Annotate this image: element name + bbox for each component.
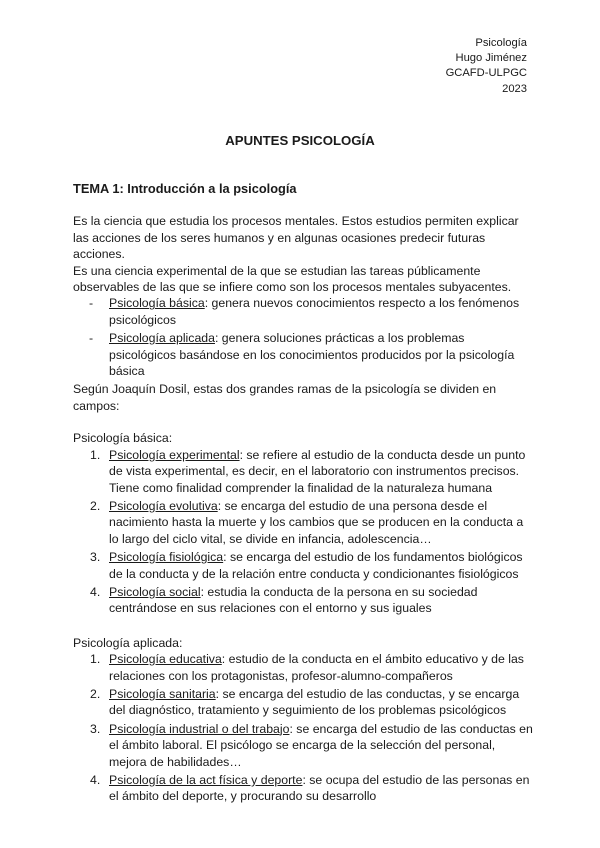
list-item — [73, 549, 533, 582]
list-marker: 4. — [90, 773, 101, 787]
list-item — [73, 584, 533, 617]
intro-paragraph-1: Es la ciencia que estudia los procesos mentales. Estos estudios permiten explicar las acciones de los seres humanos y en algunas ocasiones predecir futuras acciones. — [73, 214, 519, 262]
list-marker: 1. — [90, 447, 101, 462]
list-item — [73, 330, 533, 379]
list-marker: - — [89, 296, 94, 311]
list-text: : genera nuevos conocimientos respecto a los fenómenos psicológicos — [109, 296, 520, 327]
list-text: : se refiere al estudio de la conducta desde un punto de vista experimental, es decir, en el laboratorio con instrumentos precisos. Tiene como finalidad comprender la finalidad de la naturaleza humana — [109, 447, 526, 495]
list-marker: 2. — [90, 498, 101, 513]
list-marker: 1. — [90, 652, 101, 667]
list-term: Psicología social — [109, 584, 201, 599]
list-term: Psicología aplicada — [109, 331, 215, 346]
branches-list — [73, 295, 533, 379]
list-item — [73, 447, 533, 496]
list-item — [73, 295, 533, 328]
spacer — [73, 414, 533, 430]
list-text: : genera soluciones prácticas a los problemas psicológicos basándose en los conocimientos producidos por la psicología básica — [109, 331, 515, 379]
document-body — [73, 181, 533, 807]
list-marker: 4. — [90, 584, 101, 599]
list-text: : estudio de la conducta en el ámbito educativo y de las relaciones con los protagonistas, profesor-alumno-compañeros — [109, 652, 524, 683]
header-author: Hugo Jiménez — [455, 52, 527, 65]
dosil-paragraph: Según Joaquín Dosil, estas dos grandes ramas de la psicología se dividen en campos: — [73, 382, 497, 413]
list-term: Psicología experimental — [109, 447, 240, 462]
basic-list — [73, 447, 533, 617]
list-item — [73, 772, 533, 805]
header-year: 2023 — [502, 82, 527, 95]
basic-heading: Psicología básica: — [73, 431, 173, 446]
list-term: Psicología sanitaria — [109, 686, 216, 701]
document-header — [446, 36, 527, 97]
intro-paragraph-2: Es una ciencia experimental de la que se estudian las tareas públicamente observables de las que se infiere como son los procesos mentales subyacentes. — [73, 263, 512, 295]
applied-list — [73, 651, 533, 805]
topic-heading: TEMA 1: Introducción a la psicología — [73, 181, 297, 196]
list-text: : se encarga del estudio de las conductas en el ámbito laboral. El psicólogo se encarga de la selección del personal, mejora de habilidades… — [109, 721, 533, 769]
applied-heading: Psicología aplicada: — [73, 635, 183, 650]
list-term: Psicología básica — [109, 296, 205, 311]
list-marker: 2. — [90, 686, 101, 701]
list-term: Psicología industrial o del trabajo — [109, 721, 290, 736]
list-item — [73, 651, 533, 684]
document-title: APUNTES PSICOLOGÍA — [225, 133, 375, 148]
list-term: Psicología de la act física y deporte — [109, 773, 303, 787]
header-course: GCAFD-ULPGC — [445, 67, 527, 80]
list-item — [73, 498, 533, 547]
list-term: Psicología evolutiva — [109, 498, 218, 513]
list-term: Psicología educativa — [109, 652, 222, 667]
spacer — [73, 619, 533, 635]
list-term: Psicología fisiológica — [109, 550, 224, 565]
list-marker: 3. — [90, 721, 101, 736]
list-item — [73, 686, 533, 719]
list-marker: - — [89, 331, 94, 346]
list-text: : se encarga del estudio de las conductas, y se encarga del diagnóstico, tratamiento y seguimiento de los problemas psicológicos — [109, 686, 520, 718]
list-text: : estudia la conducta de la persona en su sociedad centrándose en sus relaciones con el entorno y sus iguales — [109, 584, 478, 616]
list-text: : se encarga del estudio de los fundamentos biológicos de la conducta y de la relación entre conducta y condicionantes fisiológicos — [109, 550, 523, 581]
header-subject: Psicología — [475, 37, 527, 49]
list-item — [73, 721, 533, 770]
list-text: : se encarga del estudio de una persona desde el nacimiento hasta la muerte y los cambios que se producen en la conducta a lo largo del ciclo vital, se divide en infancia, adolescencia… — [109, 498, 524, 546]
list-marker: 3. — [90, 550, 101, 565]
list-text: : se ocupa del estudio de las personas en el ámbito del deporte, y procurando su desarrollo — [109, 773, 530, 804]
